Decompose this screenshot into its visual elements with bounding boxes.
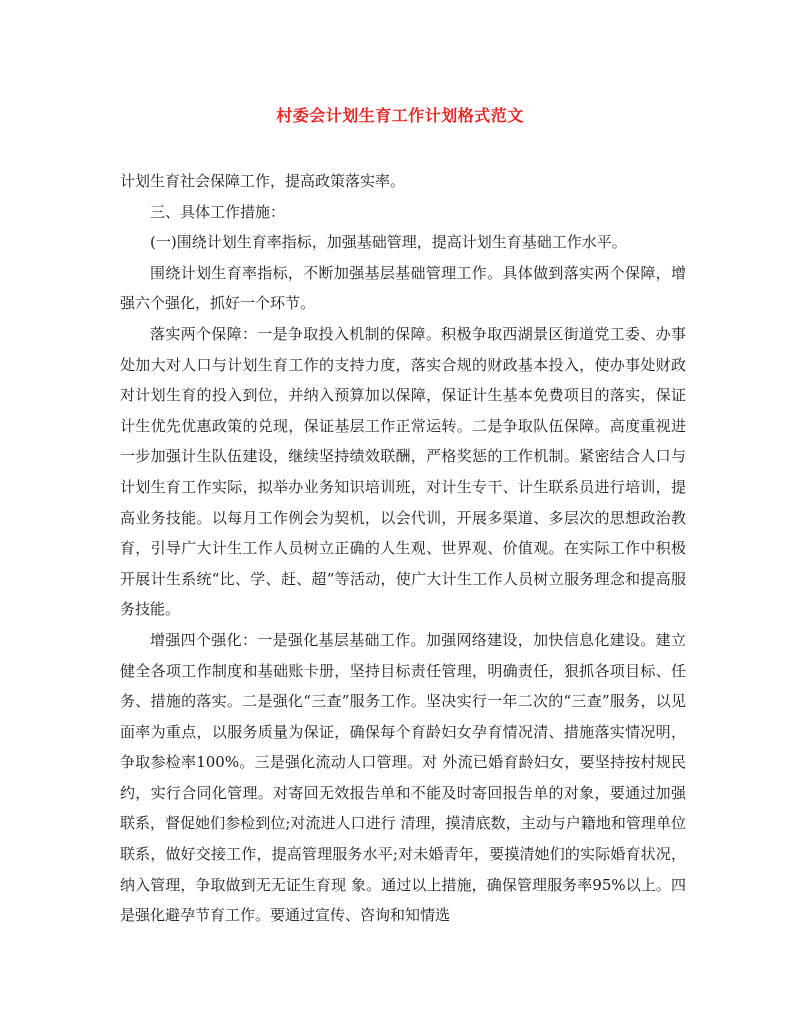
paragraph: 三、具体工作措施： xyxy=(150,202,286,221)
document-body xyxy=(120,166,686,931)
paragraph: 落实两个保障：一是争取投入机制的保障。积极争取西湖景区街道党工委、办事处加大对人口与计划生育工作的支持力度，落实合规的财政基本投入，使办事处财政对计划生育的投入到位，并纳入预算加以保障，保证计生基本免费项目的落实，保证计生优先优惠政策的兑现，保证基层工作正常运转。二是争取队伍保障。高度重视进一步加强计生队伍建设，继续坚持绩效联酬，严格奖惩的工作机制。紧密结合人口与计划生育工作实际，拟举办业务知识培训班，对计生专干、计生联系员进行培训，提高业务技能。以每月工作例会为契机，以会代训，开展多渠道、多层次的思想政治教育，引导广大计生工作人员树立正确的人生观、世界观、价值观。在实际工作中积极开展计生系统“比、学、赶、超”等活动，使广大计生工作人员树立服务理念和提高服务技能。 xyxy=(120,324,686,619)
paragraph: 增强四个强化：一是强化基层基础工作。加强网络建设，加快信息化建设。建立健全各项工作制度和基础账卡册，坚持目标责任管理，明确责任，狠抓各项目标、任务、措施的落实。二是强化“三查”服务工作。坚决实行一年二次的“三查”服务，以见面率为重点，以服务质量为保证，确保每个育龄妇女孕育情况清、措施落实情况明，争取参检率100%。三是强化流动人口管理。对 外流已婚育龄妇女，要坚持按村规民约，实行合同化管理。对寄回无效报告单和不能及时寄回报告单的对象，要通过加强联系，督促她们参检到位;对流进人口进行 清理，摸清底数，主动与户籍地和管理单位联系，做好交接工作，提高管理服务水平;对未婚青年，要摸清她们的实际婚育状况，纳入管理，争取做到无无证生育现 象。通过以上措施，确保管理服务率95%以上。四是强化避孕节育工作。要通过宣传、咨询和知情选 xyxy=(120,630,686,925)
document-title: 村委会计划生育工作计划格式范文 xyxy=(276,106,524,125)
paragraph: 计划生育社会保障工作，提高政策落实率。 xyxy=(120,172,406,190)
paragraph: (一)围绕计划生育率指标，加强基础管理，提高计划生育基础工作水平。 xyxy=(150,233,627,252)
paragraph: 围绕计划生育率指标，不断加强基层基础管理工作。具体做到落实两个保障，增强六个强化，抓好一个环节。 xyxy=(120,263,686,313)
